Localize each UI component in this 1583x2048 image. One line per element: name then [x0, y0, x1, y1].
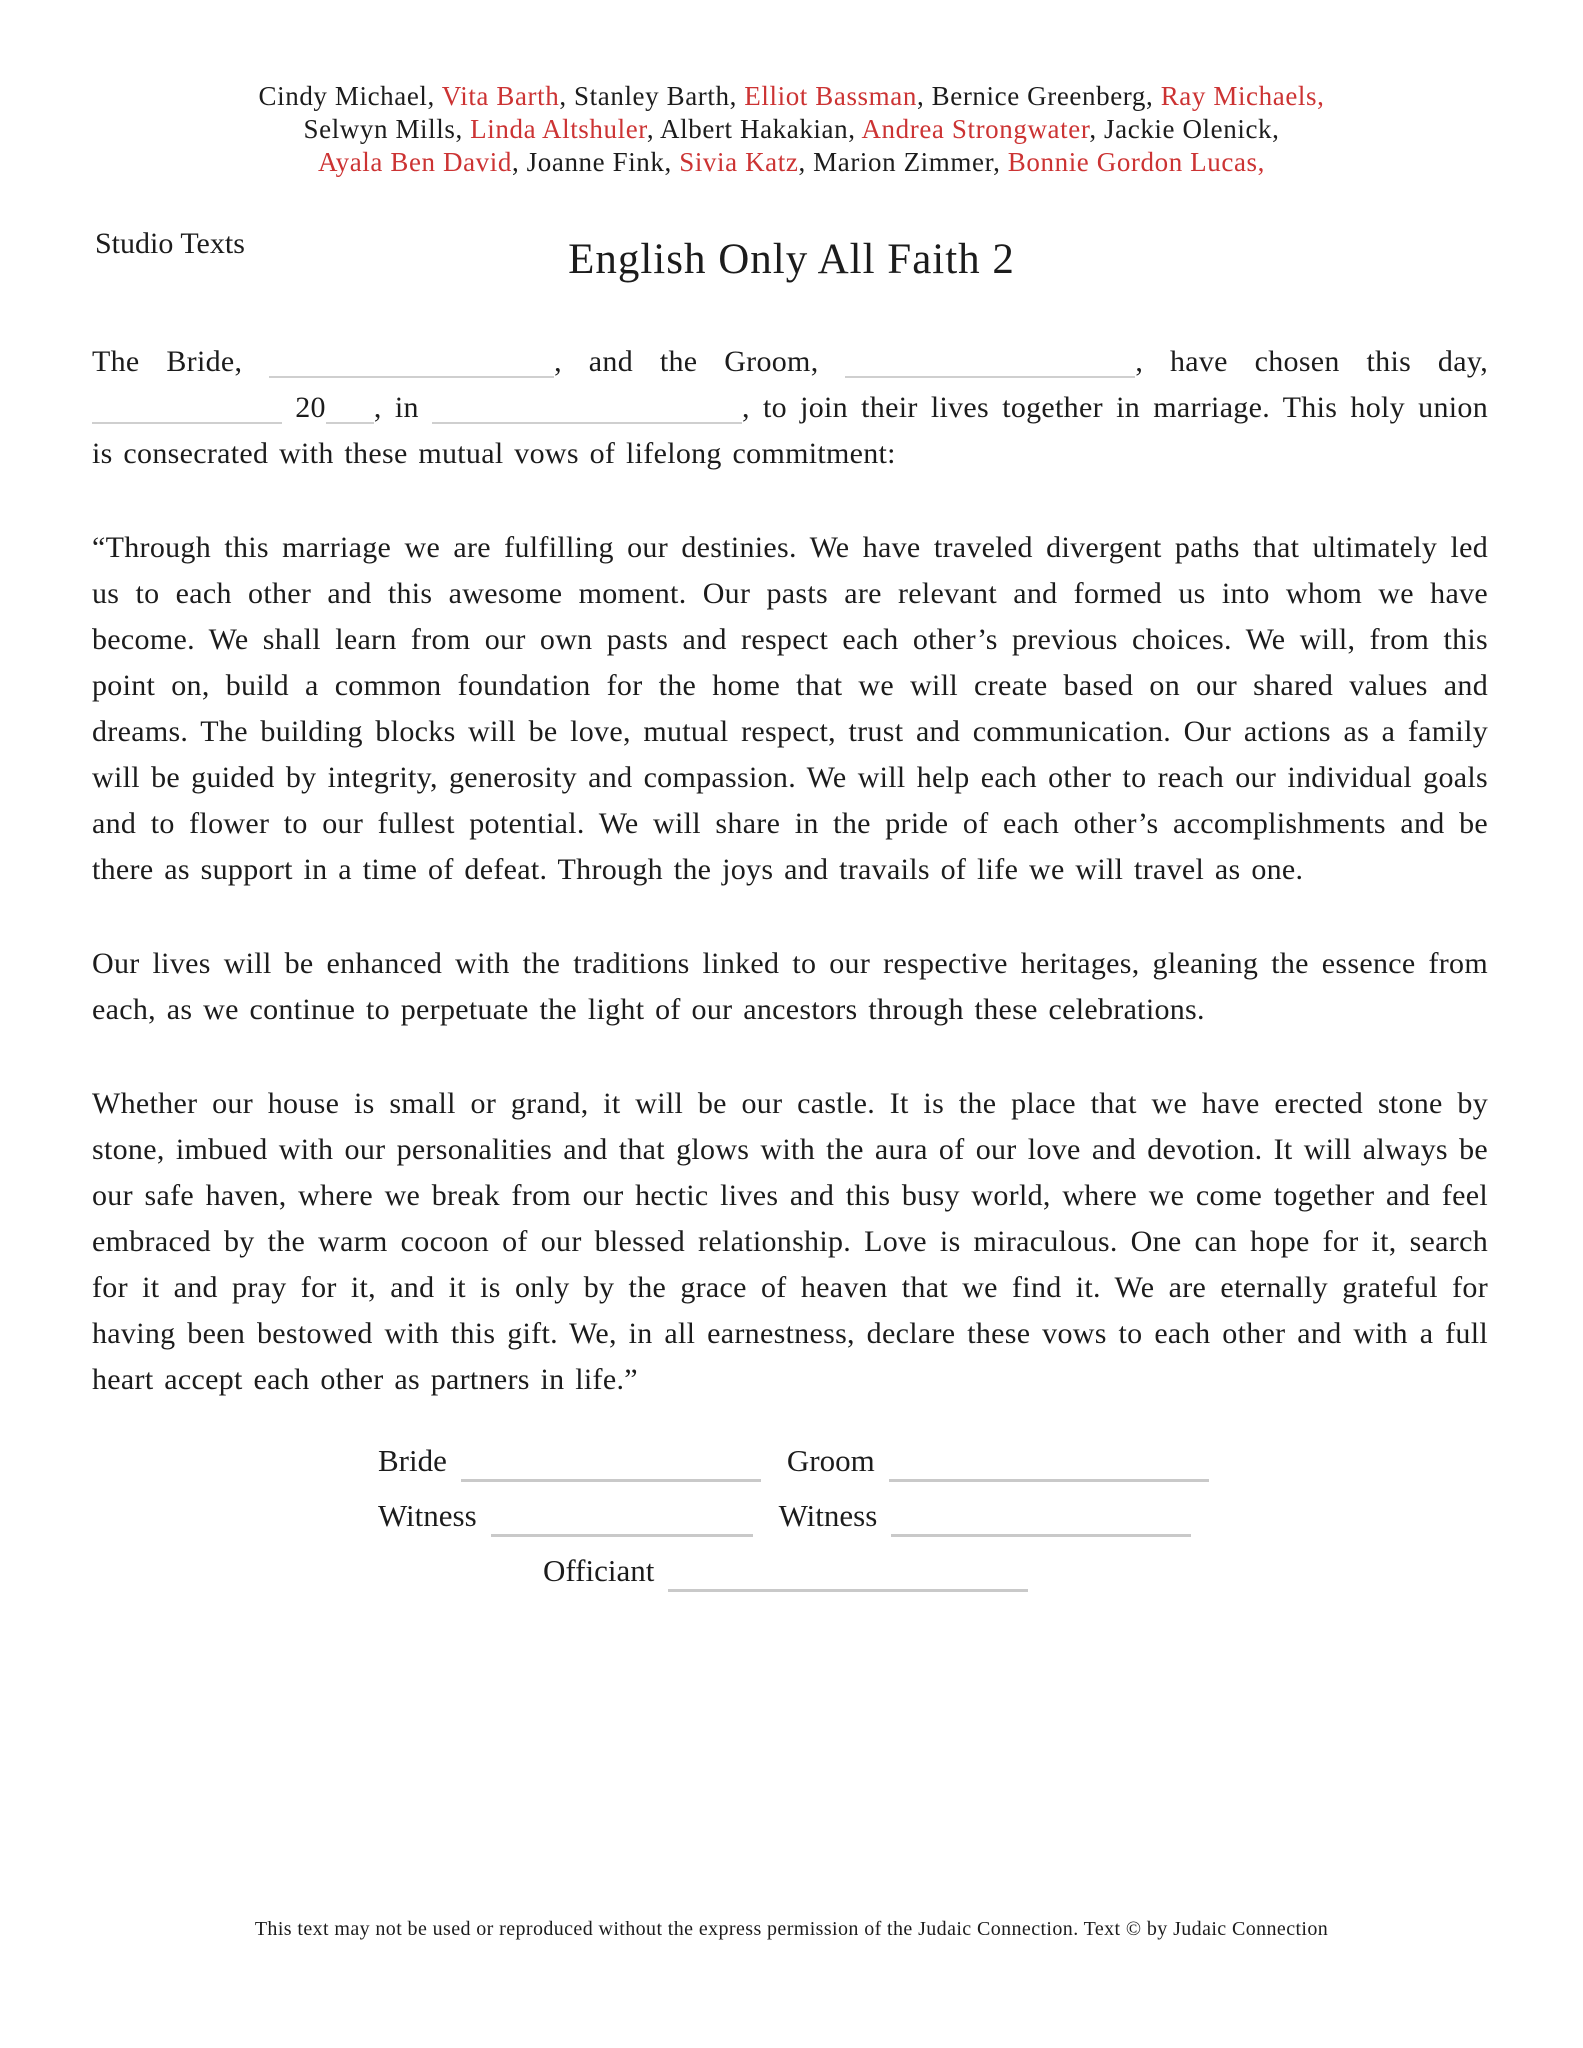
- name-highlighted: Sivia Katz: [679, 147, 799, 177]
- name-highlighted: Vita Barth: [441, 81, 560, 111]
- name-highlighted: Ayala Ben David: [318, 147, 512, 177]
- contributor-names-line-1: [0, 80, 1583, 113]
- text-run: , in: [373, 391, 432, 424]
- groom-label: Groom: [786, 1443, 875, 1478]
- text-run: 20: [282, 391, 326, 424]
- location-blank[interactable]: [432, 392, 742, 424]
- bride-label: Bride: [378, 1443, 447, 1478]
- wedding-day-blank[interactable]: [92, 392, 282, 424]
- text-run: Selwyn Mills,: [303, 114, 471, 144]
- name-highlighted: Linda Altshuler: [470, 114, 647, 144]
- signature-row-witnesses: [378, 1498, 1583, 1537]
- year-blank[interactable]: [326, 392, 374, 424]
- officiant-label: Officiant: [543, 1553, 655, 1588]
- bride-signature-line[interactable]: [461, 1443, 761, 1482]
- signature-row-officiant: [543, 1553, 1583, 1592]
- name-highlighted: Bonnie Gordon Lucas,: [1007, 147, 1265, 177]
- witness2-label: Witness: [778, 1498, 878, 1533]
- text-run: , to join their lives together in marriage. This holy union is consecrated with these mutual vows of lifelong commitment:: [92, 391, 1488, 470]
- name-highlighted: Ray Michaels,: [1160, 81, 1325, 111]
- studio-texts-label: Studio Texts: [95, 227, 245, 260]
- signature-block: [378, 1443, 1583, 1592]
- text-run: , Marion Zimmer,: [798, 147, 1008, 177]
- name-highlighted: Andrea Strongwater: [861, 114, 1090, 144]
- contributor-names-line-2: [0, 113, 1583, 146]
- witness1-signature-line[interactable]: [491, 1498, 753, 1537]
- text-run: , have chosen this day,: [1135, 345, 1488, 378]
- copyright-footer: This text may not be used or reproduced without the express permission of the Judaic Connection. Text © by Judaic Connection: [254, 1918, 1329, 1940]
- officiant-signature-line[interactable]: [668, 1553, 1028, 1592]
- contributor-names: [0, 0, 1583, 179]
- vows-paragraph-1: “Through this marriage we are fulfilling our destinies. We have traveled divergent paths that ultimately led us to each other and this awesome moment. Our pasts are relevant and formed us into whom we have become. We shall learn from our own pasts and respect each other’s previous choices. We will, from this point on, build a common foundation for the home that we will create based on our shared values and dreams. The building blocks will be love, mutual respect, trust and communication. Our actions as a family will be guided by integrity, generosity and compassion. We will help each other to reach our individual goals and to flower to our fullest potential. We will share in the pride of each other’s accomplishments and be there as support in a time of defeat. Through the joys and travails of life we will travel as one.: [92, 531, 1488, 886]
- signature-row-bride-groom: [378, 1443, 1583, 1482]
- witness2-signature-line[interactable]: [891, 1498, 1191, 1537]
- masthead: [0, 225, 1583, 303]
- vows-paragraph-3: Whether our house is small or grand, it will be our castle. It is the place that we have erected stone by stone, imbued with our personalities and that glows with the aura of our love and devotion. It will always be our safe haven, where we break from our hectic lives and this busy world, where we come together and feel embraced by the warm cocoon of our blessed relationship. Love is miraculous. One can hope for it, search for it and pray for it, and it is only by the grace of heaven that we find it. We are eternally grateful for having been bestowed with this gift. We, in all earnestness, declare these vows to each other and with a full heart accept each other as partners in life.”: [92, 1087, 1488, 1396]
- text-run: The Bride,: [92, 345, 270, 378]
- name-highlighted: Elliot Bassman: [744, 81, 917, 111]
- contributor-names-line-3: [0, 146, 1583, 179]
- groom-signature-line[interactable]: [889, 1443, 1209, 1482]
- vows-paragraph-2: Our lives will be enhanced with the traditions linked to our respective heritages, gleaning the essence from each, as we continue to perpetuate the light of our ancestors through these celebrations.: [92, 947, 1488, 1026]
- text-run: , Bernice Greenberg,: [916, 81, 1161, 111]
- text-run: , Stanley Barth,: [559, 81, 745, 111]
- page-title: English Only All Faith 2: [568, 236, 1015, 283]
- bride-name-blank[interactable]: [269, 346, 554, 378]
- witness1-label: Witness: [378, 1498, 477, 1533]
- intro-paragraph: [92, 339, 1488, 477]
- groom-name-blank[interactable]: [845, 346, 1135, 378]
- text-run: Cindy Michael,: [258, 81, 442, 111]
- text-run: , and the Groom,: [554, 345, 846, 378]
- text-run: , Jackie Olenick,: [1089, 114, 1280, 144]
- text-run: , Albert Hakakian,: [646, 114, 862, 144]
- text-run: , Joanne Fink,: [511, 147, 680, 177]
